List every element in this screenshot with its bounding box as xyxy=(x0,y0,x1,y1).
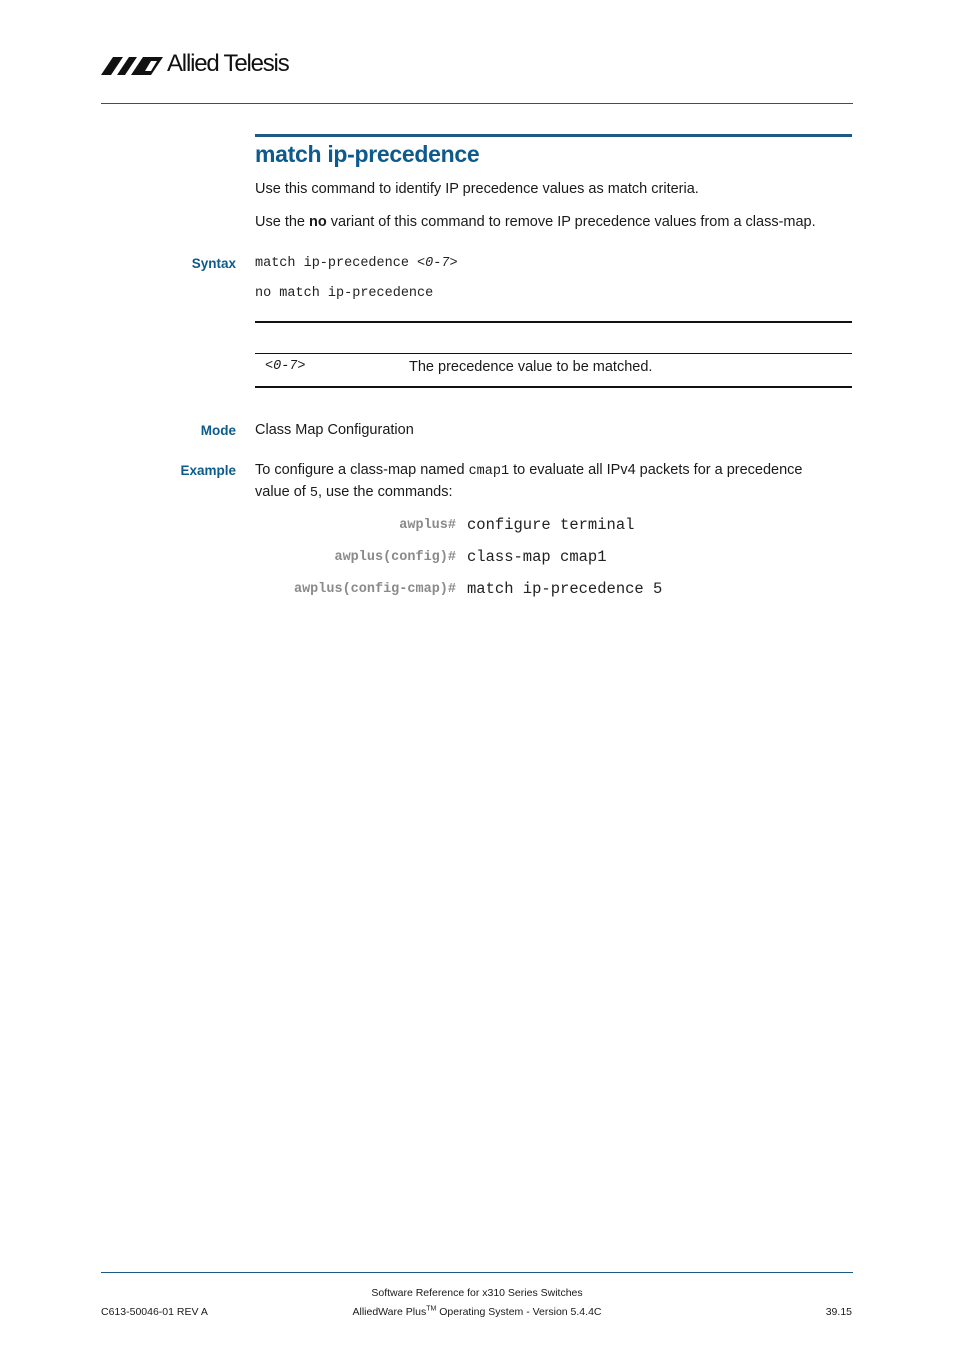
syntax-line-1-prefix: match ip-precedence < xyxy=(255,256,426,271)
syntax-label: Syntax xyxy=(191,256,236,271)
table-header-rule xyxy=(255,353,852,354)
footer-trademark: TM xyxy=(426,1305,437,1313)
allied-telesis-logo-icon xyxy=(101,53,163,75)
command-text: configure terminal xyxy=(467,516,635,534)
variant-text-before: Use the xyxy=(255,214,309,230)
example-paragraph-line-1 xyxy=(255,459,803,483)
syntax-line-1-suffix: > xyxy=(449,256,458,271)
example-code-5: 5 xyxy=(309,486,318,501)
example-text-4: , use the commands: xyxy=(317,484,453,500)
parameter-open: < xyxy=(265,359,274,374)
example-text-2: to evaluate all IPv4 packets for a precedence xyxy=(509,462,803,478)
footer-os-line xyxy=(277,1305,677,1319)
command-prompt: awplus(config)# xyxy=(334,550,456,565)
mode-label: Mode xyxy=(200,423,236,438)
command-prompt: awplus(config-cmap)# xyxy=(293,582,456,597)
command-prompt: awplus# xyxy=(399,518,456,533)
variant-keyword: no xyxy=(309,214,327,230)
header-divider xyxy=(101,103,853,104)
syntax-line-1 xyxy=(255,254,458,274)
table-bottom-rule xyxy=(255,386,852,388)
parameter-description: The precedence value to be matched. xyxy=(409,359,653,375)
intro-paragraph: Use this command to identify IP precedence values as match criteria. xyxy=(255,181,699,197)
syntax-line-2: no match ip-precedence xyxy=(255,286,434,301)
example-text-1: To configure a class-map named xyxy=(255,462,469,478)
mode-value: Class Map Configuration xyxy=(255,422,414,438)
variant-text-after: variant of this command to remove IP precedence values from a class-map. xyxy=(326,214,816,230)
footer-divider xyxy=(101,1272,853,1273)
page-title: match ip-precedence xyxy=(255,141,480,167)
syntax-line-1-param: 0-7 xyxy=(425,256,450,271)
brand-name: Allied Telesis xyxy=(167,50,289,77)
example-code-cmap1: cmap1 xyxy=(468,464,510,479)
example-label: Example xyxy=(180,463,236,478)
footer-title: Software Reference for x310 Series Switches xyxy=(371,1287,583,1299)
parameter-name xyxy=(265,357,306,377)
footer-page-number: 39.15 xyxy=(825,1306,852,1318)
company-logo xyxy=(101,50,289,78)
example-paragraph-line-2 xyxy=(255,481,453,505)
footer-product: AlliedWare Plus xyxy=(352,1306,427,1318)
table-top-rule xyxy=(255,321,852,323)
variant-paragraph xyxy=(255,211,816,233)
parameter-range: 0-7 xyxy=(273,359,298,374)
command-text: match ip-precedence 5 xyxy=(467,580,663,598)
footer-version: Operating System - Version 5.4.4C xyxy=(436,1306,602,1318)
parameter-close: > xyxy=(297,359,306,374)
title-divider xyxy=(255,134,852,137)
footer-doc-id: C613-50046-01 REV A xyxy=(101,1306,208,1318)
command-text: class-map cmap1 xyxy=(467,548,607,566)
example-text-3: value of xyxy=(255,484,310,500)
